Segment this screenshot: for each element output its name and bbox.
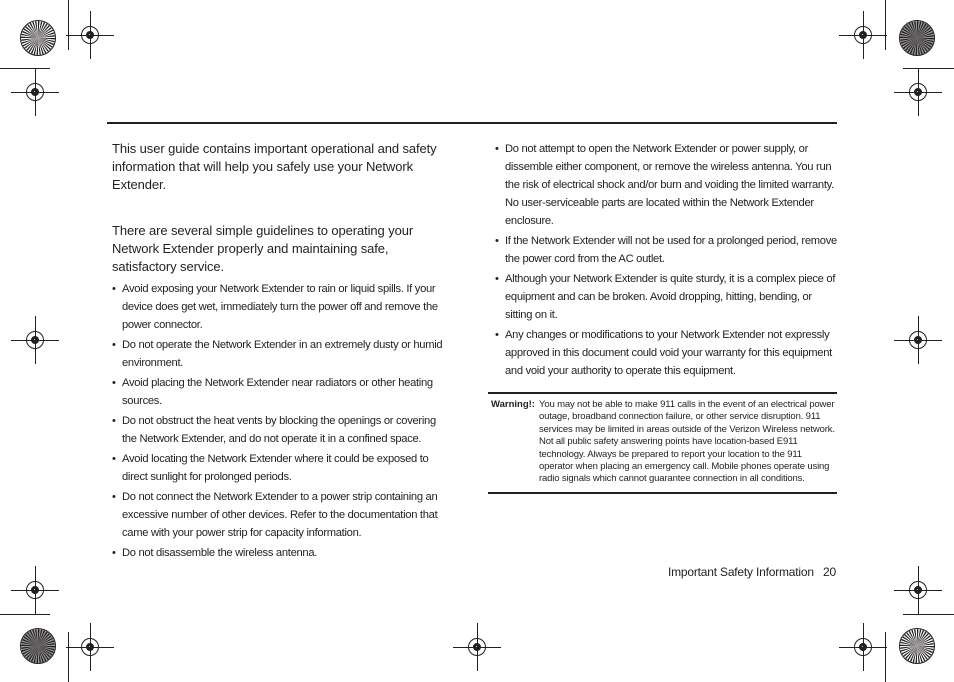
crop-mark	[885, 0, 886, 50]
left-column	[112, 140, 452, 564]
list-item: • Do not obstruct the heat vents by blocking the openings or covering the Network Extender, and do not operate it in a confined space.	[112, 412, 452, 448]
list-item: • Do not operate the Network Extender in an extremely dusty or humid environment.	[112, 336, 452, 372]
intro-paragraph: This user guide contains important operational and safety information that will help you safely use your Network Extender.	[112, 141, 437, 192]
warning-text: You may not be able to make 911 calls in the event of an electrical power outage, broadband connection failure, or other service disruption. 911 services may be limited in areas outside of the Verizon Wireless network. Not all public safety answering points have location-based E911 technology. Always be prepared to report your location to the 911 operator when placing an emergency call. Mobile phones operate using radio signals which cannot guarantee connection in all conditions.	[539, 399, 835, 485]
color-target-icon	[20, 628, 56, 664]
list-item: • Avoid locating the Network Extender where it could be exposed to direct sunlight for prolonged periods.	[112, 450, 452, 486]
color-target-icon	[899, 628, 935, 664]
crop-mark	[903, 614, 954, 615]
left-bullet-list	[112, 280, 452, 562]
crop-mark	[68, 632, 69, 682]
page-number: 20	[823, 565, 836, 579]
right-bullet-list	[495, 140, 837, 380]
footer-section-title: Important Safety Information	[668, 565, 814, 579]
crop-mark	[68, 0, 69, 50]
list-item: • Although your Network Extender is quite sturdy, it is a complex piece of equipment and can be broken. Avoid dropping, hitting, bending, or sitting on it.	[495, 270, 837, 324]
right-column	[495, 140, 837, 382]
list-item: • Avoid placing the Network Extender near radiators or other heating sources.	[112, 374, 452, 410]
color-target-icon	[20, 20, 56, 56]
list-item: • If the Network Extender will not be used for a prolonged period, remove the power cord from the AC outlet.	[495, 232, 837, 268]
crop-mark	[885, 632, 886, 682]
list-item: • Do not attempt to open the Network Extender or power supply, or dissemble either component, or remove the wireless antenna. You run the risk of electrical shock and/or burn and voiding the limited warranty. No user-serviceable parts are located within the Network Extender enclosure.	[495, 140, 837, 230]
list-item: • Do not connect the Network Extender to a power strip containing an excessive number of other devices. Refer to the documentation that came with your power strip for capacity information.	[112, 488, 452, 542]
guidelines-paragraph: There are several simple guidelines to operating your Network Extender properly and maintaining safe, satisfactory service.	[112, 223, 414, 274]
crop-mark	[0, 68, 50, 69]
list-item: • Any changes or modifications to your Network Extender not expressly approved in this document could void your warranty for this equipment and void your authority to operate this equipment.	[495, 326, 837, 380]
color-target-icon	[899, 20, 935, 56]
top-rule	[107, 122, 837, 124]
warning-label: Warning!:	[491, 399, 535, 410]
crop-mark	[0, 614, 50, 615]
crop-mark	[903, 68, 954, 69]
list-item: • Avoid exposing your Network Extender to rain or liquid spills. If your device does get wet, immediately turn the power off and remove the power connector.	[112, 280, 452, 334]
list-item: • Do not disassemble the wireless antenna.	[112, 544, 452, 562]
warning-box	[488, 392, 837, 494]
